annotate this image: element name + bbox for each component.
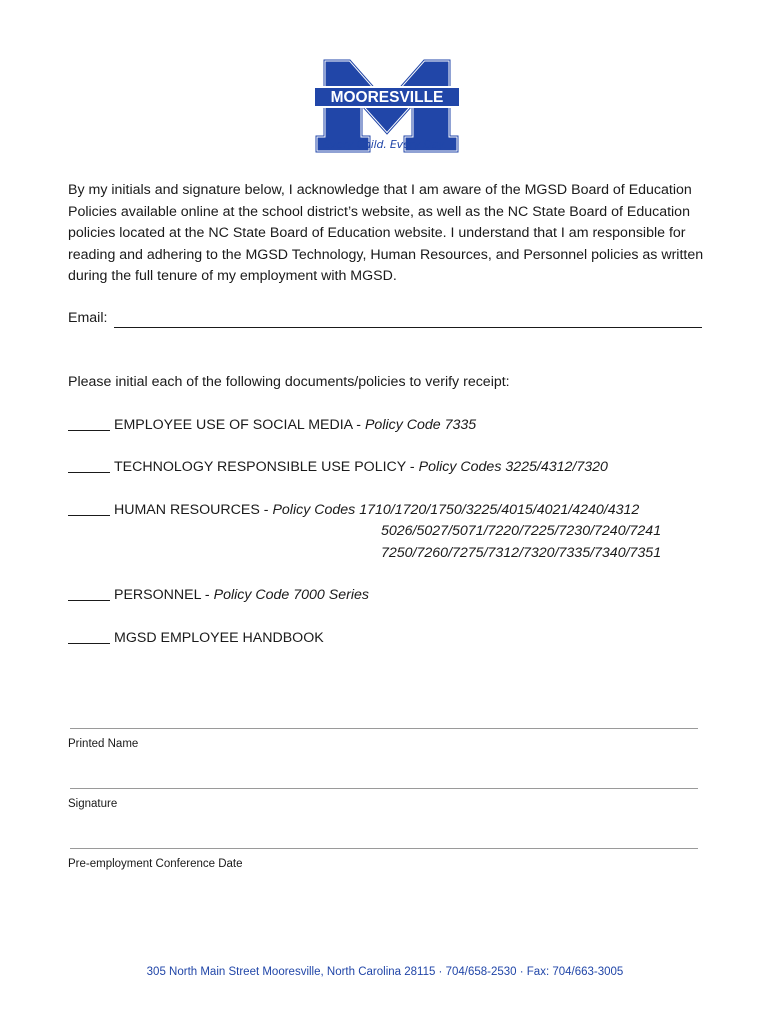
list-item [68,630,324,646]
initial-field[interactable] [68,472,110,473]
item-code: Policy Codes 1710/1720/1750/3225/4015/4021/4240/4312 [272,502,640,518]
signature-label: Signature [68,798,118,810]
item-title: EMPLOYEE USE OF SOCIAL MEDIA - [114,417,365,433]
conference-date-field[interactable] [70,848,698,849]
initial-field[interactable] [68,515,110,516]
signature-field[interactable] [70,788,698,789]
initial-field[interactable] [68,600,110,601]
item-code: Policy Code 7335 [364,417,477,433]
printed-name-label: Printed Name [68,738,139,750]
list-item [68,459,608,475]
item-title: HUMAN RESOURCES - [114,502,273,518]
list-item [68,417,476,433]
item-code-continued: 5026/5027/5071/7220/7225/7230/7240/7241 [381,523,662,539]
email-field[interactable] [114,327,702,328]
tagline: Every Child. Every Day. [322,138,448,151]
list-item [68,587,369,603]
item-title: TECHNOLOGY RESPONSIBLE USE POLICY - [114,459,419,475]
item-code: Policy Codes 3225/4312/7320 [418,459,608,475]
initial-field[interactable] [68,430,110,431]
item-code: Policy Code 7000 Series [213,587,369,603]
item-code-continued: 7250/7260/7275/7312/7320/7335/7340/7351 [381,545,662,561]
logo-text: MOORESVILLE [330,89,444,106]
conference-date-label: Pre-employment Conference Date [68,858,243,870]
printed-name-field[interactable] [70,728,698,729]
item-title: MGSD EMPLOYEE HANDBOOK [114,630,324,646]
instruction-text: Please initial each of the following documents/policies to verify receipt: [68,374,510,390]
acknowledgement-paragraph: By my initials and signature below, I acknowledge that I am aware of the MGSD Board of Education Policies available online at the school district’s website, as well as the NC State Board of Education policies located at the NC State Board of Education website. I understand that I am responsible for reading and adhering to the MGSD Technology, Human Resources, and Personnel policies as written during the full tenure of my employment with MGSD. [68,182,704,284]
footer-address: 305 North Main Street Mooresville, North Carolina 28115 · 704/658-2530 · Fax: 704/663-3005 [146,966,624,978]
item-title: PERSONNEL - [114,587,214,603]
initial-field[interactable] [68,643,110,644]
list-item [68,502,639,518]
email-label: Email: [68,310,108,326]
